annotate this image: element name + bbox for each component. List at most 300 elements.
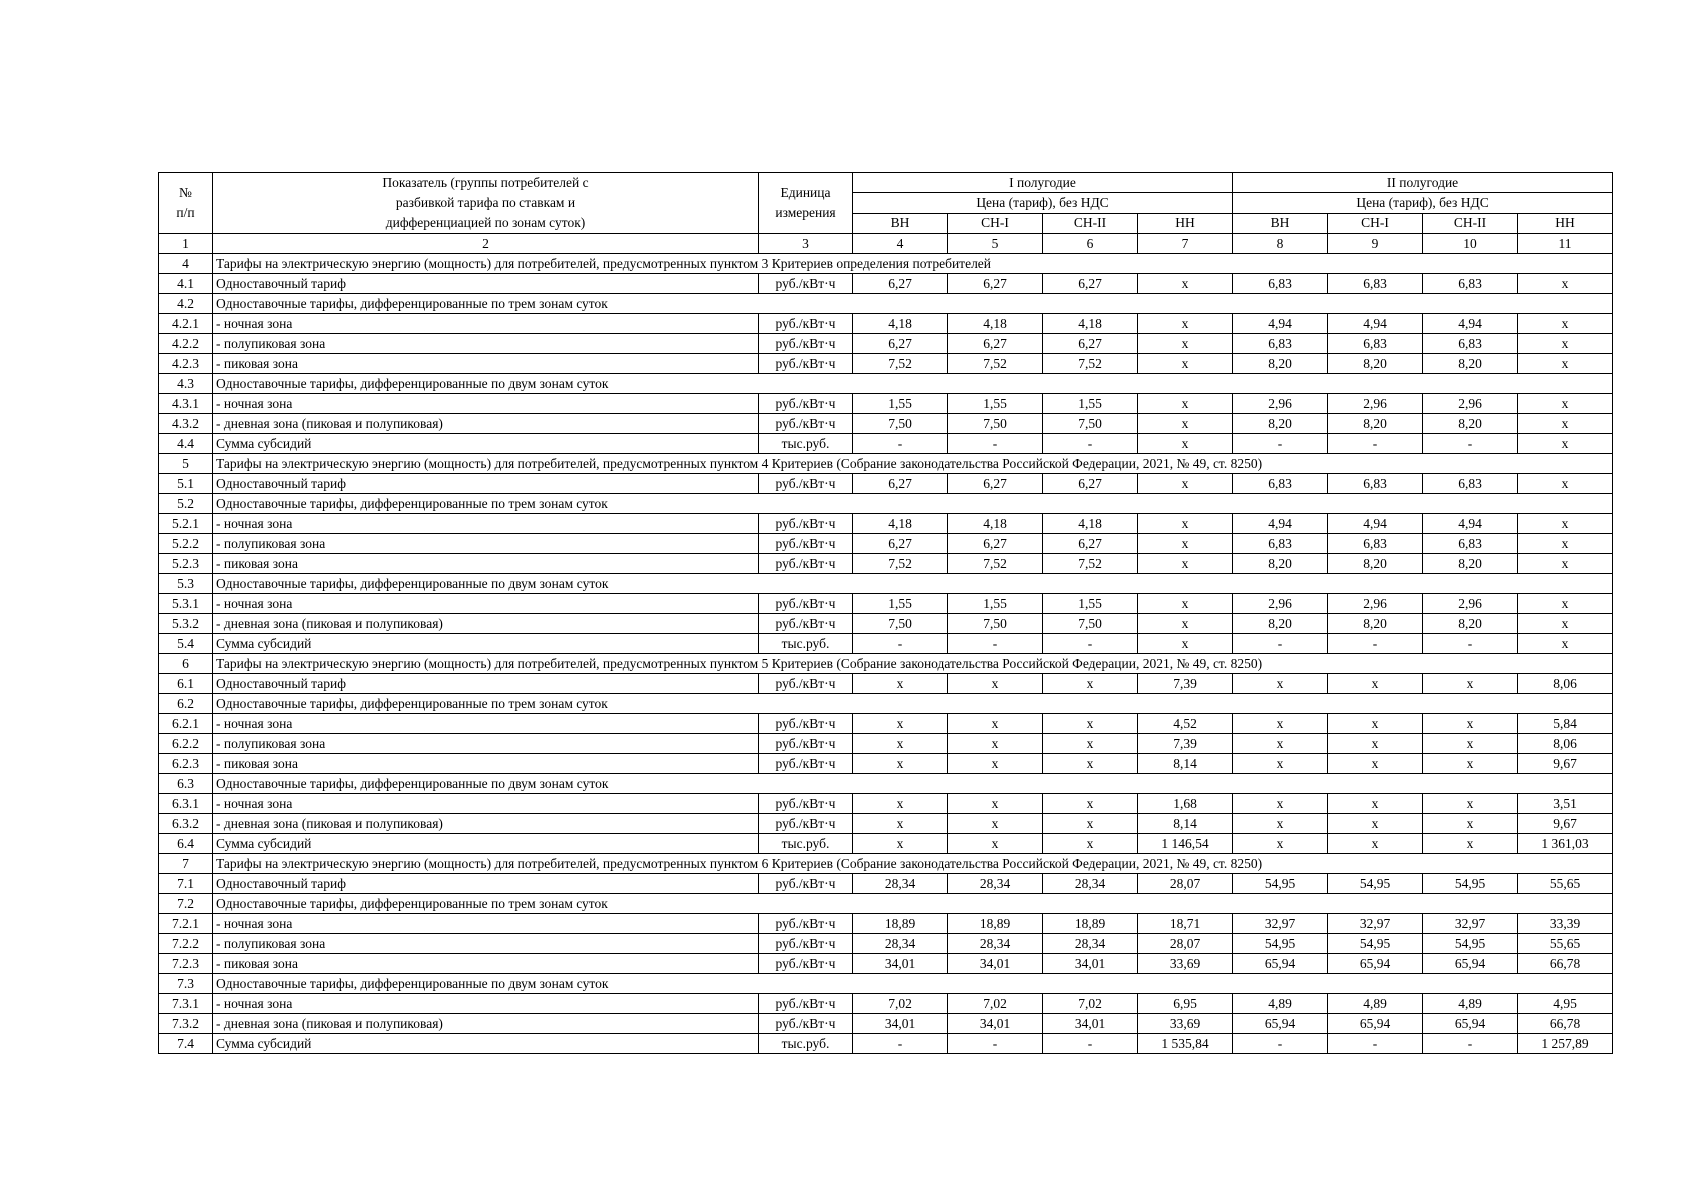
row-number: 4.2 bbox=[159, 294, 213, 314]
tariff-value: х bbox=[1138, 334, 1233, 354]
tariff-value: 28,34 bbox=[853, 934, 948, 954]
tariff-value: х bbox=[1138, 534, 1233, 554]
tariff-value: х bbox=[1233, 834, 1328, 854]
header-price-2: Цена (тариф), без НДС bbox=[1233, 193, 1613, 213]
row-number: 4.3 bbox=[159, 374, 213, 394]
row-indicator: - полупиковая зона bbox=[213, 334, 759, 354]
row-number: 6.3.2 bbox=[159, 814, 213, 834]
row-unit: руб./кВт·ч bbox=[759, 274, 853, 294]
header-level: СН-II bbox=[1043, 213, 1138, 233]
tariff-value: 8,20 bbox=[1328, 614, 1423, 634]
row-indicator: - пиковая зона bbox=[213, 354, 759, 374]
column-number: 2 bbox=[213, 234, 759, 254]
tariff-value: 8,20 bbox=[1233, 354, 1328, 374]
row-number: 5.3.2 bbox=[159, 614, 213, 634]
tariff-value: 7,39 bbox=[1138, 734, 1233, 754]
tariff-value: 4,94 bbox=[1328, 314, 1423, 334]
row-number: 7.4 bbox=[159, 1034, 213, 1054]
tariff-value: х bbox=[1518, 474, 1613, 494]
row-indicator: Одноставочный тариф bbox=[213, 474, 759, 494]
tariff-value: 4,94 bbox=[1233, 314, 1328, 334]
row-unit: тыс.руб. bbox=[759, 1034, 853, 1054]
row-indicator: Одноставочный тариф bbox=[213, 674, 759, 694]
row-unit: руб./кВт·ч bbox=[759, 614, 853, 634]
tariff-value: 7,02 bbox=[948, 994, 1043, 1014]
tariff-value: х bbox=[1138, 434, 1233, 454]
tariff-value: 6,27 bbox=[853, 334, 948, 354]
group-row bbox=[159, 694, 1613, 714]
tariff-value: х bbox=[1328, 794, 1423, 814]
tariff-value: 8,20 bbox=[1423, 614, 1518, 634]
tariff-value: х bbox=[853, 834, 948, 854]
tariff-value: 34,01 bbox=[1043, 1014, 1138, 1034]
tariff-value: 6,27 bbox=[853, 534, 948, 554]
tariff-value: х bbox=[1423, 734, 1518, 754]
tariff-value: 4,94 bbox=[1423, 514, 1518, 534]
row-number: 5.2.1 bbox=[159, 514, 213, 534]
tariff-value: х bbox=[948, 834, 1043, 854]
tariff-value: 6,27 bbox=[1043, 274, 1138, 294]
header-level: СН-II bbox=[1423, 213, 1518, 233]
row-unit: тыс.руб. bbox=[759, 434, 853, 454]
tariff-value: 28,34 bbox=[948, 934, 1043, 954]
tariff-value: 8,20 bbox=[1233, 414, 1328, 434]
column-number: 4 bbox=[853, 234, 948, 254]
table-row bbox=[159, 514, 1613, 534]
group-title: Одноставочные тарифы, дифференцированные по двум зонам суток bbox=[213, 574, 1613, 594]
header-level: ВН bbox=[853, 213, 948, 233]
tariff-value: 54,95 bbox=[1423, 934, 1518, 954]
row-unit: руб./кВт·ч bbox=[759, 914, 853, 934]
row-unit: руб./кВт·ч bbox=[759, 514, 853, 534]
group-row bbox=[159, 494, 1613, 514]
tariff-value: х bbox=[1233, 814, 1328, 834]
row-indicator: - дневная зона (пиковая и полупиковая) bbox=[213, 1014, 759, 1034]
table-row bbox=[159, 274, 1613, 294]
tariff-value: х bbox=[1043, 794, 1138, 814]
tariff-value: х bbox=[1043, 834, 1138, 854]
row-number: 4.2.2 bbox=[159, 334, 213, 354]
table-row bbox=[159, 554, 1613, 574]
tariff-value: 6,83 bbox=[1233, 334, 1328, 354]
tariff-value: х bbox=[1328, 714, 1423, 734]
tariff-value: х bbox=[1043, 734, 1138, 754]
tariff-value: 6,83 bbox=[1423, 334, 1518, 354]
row-indicator: - ночная зона bbox=[213, 714, 759, 734]
tariff-value: 6,27 bbox=[948, 274, 1043, 294]
tariff-value: 6,27 bbox=[853, 274, 948, 294]
tariff-value: - bbox=[948, 434, 1043, 454]
tariff-value: х bbox=[1233, 794, 1328, 814]
header-half2: II полугодие bbox=[1233, 173, 1613, 193]
tariff-value: 8,14 bbox=[1138, 814, 1233, 834]
tariff-value: 2,96 bbox=[1233, 594, 1328, 614]
group-title: Одноставочные тарифы, дифференцированные по двум зонам суток bbox=[213, 974, 1613, 994]
tariff-value: х bbox=[1138, 514, 1233, 534]
tariff-value: 6,83 bbox=[1233, 474, 1328, 494]
tariff-value: 66,78 bbox=[1518, 954, 1613, 974]
tariff-value: 1,68 bbox=[1138, 794, 1233, 814]
tariff-value: 28,07 bbox=[1138, 874, 1233, 894]
row-indicator: - дневная зона (пиковая и полупиковая) bbox=[213, 614, 759, 634]
tariff-value: - bbox=[1233, 634, 1328, 654]
tariff-value: 1 257,89 bbox=[1518, 1034, 1613, 1054]
tariff-value: 65,94 bbox=[1423, 954, 1518, 974]
tariff-value: 6,83 bbox=[1233, 274, 1328, 294]
tariff-value: 65,94 bbox=[1233, 1014, 1328, 1034]
section-title: Тарифы на электрическую энергию (мощность) для потребителей, предусмотренных пунктом 4 Критериев (Собрание законодательства Российской Федерации, 2021, № 49, ст. 8250) bbox=[213, 454, 1613, 474]
tariff-value: 1,55 bbox=[1043, 394, 1138, 414]
tariff-value: 1 146,54 bbox=[1138, 834, 1233, 854]
tariff-value: 4,89 bbox=[1233, 994, 1328, 1014]
tariff-value: 55,65 bbox=[1518, 934, 1613, 954]
row-unit: руб./кВт·ч bbox=[759, 754, 853, 774]
row-unit: руб./кВт·ч bbox=[759, 714, 853, 734]
tariff-value: 7,50 bbox=[1043, 614, 1138, 634]
tariff-value: х bbox=[1423, 674, 1518, 694]
tariff-value: 4,95 bbox=[1518, 994, 1613, 1014]
header-level: СН-I bbox=[1328, 213, 1423, 233]
row-indicator: - ночная зона bbox=[213, 914, 759, 934]
tariff-value: 9,67 bbox=[1518, 754, 1613, 774]
group-row bbox=[159, 894, 1613, 914]
row-indicator: - дневная зона (пиковая и полупиковая) bbox=[213, 414, 759, 434]
tariff-value: 34,01 bbox=[948, 954, 1043, 974]
column-numbers-row bbox=[159, 234, 1613, 254]
tariff-value: 6,83 bbox=[1328, 534, 1423, 554]
tariff-value: х bbox=[1138, 314, 1233, 334]
row-number: 7.2.2 bbox=[159, 934, 213, 954]
row-indicator: - дневная зона (пиковая и полупиковая) bbox=[213, 814, 759, 834]
table-row bbox=[159, 714, 1613, 734]
tariff-value: 7,52 bbox=[948, 554, 1043, 574]
header-level: СН-I bbox=[948, 213, 1043, 233]
row-indicator: - ночная зона bbox=[213, 394, 759, 414]
tariff-value: 4,89 bbox=[1328, 994, 1423, 1014]
group-row bbox=[159, 974, 1613, 994]
tariff-value: х bbox=[1518, 594, 1613, 614]
table-row bbox=[159, 394, 1613, 414]
header-num: № п/п bbox=[159, 173, 213, 234]
row-indicator: Одноставочный тариф bbox=[213, 274, 759, 294]
tariff-value: 28,34 bbox=[1043, 934, 1138, 954]
tariff-value: х bbox=[1043, 674, 1138, 694]
tariff-value: х bbox=[1328, 814, 1423, 834]
row-unit: руб./кВт·ч bbox=[759, 814, 853, 834]
tariff-value: 6,27 bbox=[948, 474, 1043, 494]
tariff-value: 8,06 bbox=[1518, 674, 1613, 694]
row-unit: руб./кВт·ч bbox=[759, 874, 853, 894]
row-unit: руб./кВт·ч bbox=[759, 354, 853, 374]
section-number: 4 bbox=[159, 254, 213, 274]
group-title: Одноставочные тарифы, дифференцированные по трем зонам суток bbox=[213, 894, 1613, 914]
tariff-value: - bbox=[1043, 634, 1138, 654]
tariff-value: х bbox=[1328, 734, 1423, 754]
tariff-value: 6,83 bbox=[1423, 474, 1518, 494]
tariff-value: - bbox=[948, 634, 1043, 654]
row-number: 7.3 bbox=[159, 974, 213, 994]
row-indicator: Одноставочный тариф bbox=[213, 874, 759, 894]
tariff-value: 65,94 bbox=[1328, 1014, 1423, 1034]
row-unit: руб./кВт·ч bbox=[759, 474, 853, 494]
row-number: 7.1 bbox=[159, 874, 213, 894]
tariff-value: 3,51 bbox=[1518, 794, 1613, 814]
tariff-value: х bbox=[1043, 754, 1138, 774]
tariff-value: 7,02 bbox=[1043, 994, 1138, 1014]
column-number: 6 bbox=[1043, 234, 1138, 254]
tariff-value: 7,50 bbox=[948, 614, 1043, 634]
header-half1: I полугодие bbox=[853, 173, 1233, 193]
tariff-value: - bbox=[853, 1034, 948, 1054]
row-indicator: - пиковая зона bbox=[213, 954, 759, 974]
tariff-value: 6,95 bbox=[1138, 994, 1233, 1014]
tariff-value: - bbox=[1423, 634, 1518, 654]
tariff-value: х bbox=[1518, 414, 1613, 434]
tariff-value: 18,89 bbox=[948, 914, 1043, 934]
header-level: НН bbox=[1138, 213, 1233, 233]
section-row bbox=[159, 254, 1613, 274]
tariff-value: х bbox=[1423, 834, 1518, 854]
section-row bbox=[159, 654, 1613, 674]
tariff-value: 6,83 bbox=[1233, 534, 1328, 554]
tariff-value: х bbox=[948, 754, 1043, 774]
tariff-value: х bbox=[1518, 614, 1613, 634]
table-row bbox=[159, 414, 1613, 434]
tariff-value: х bbox=[1518, 274, 1613, 294]
group-title: Одноставочные тарифы, дифференцированные по двум зонам суток bbox=[213, 374, 1613, 394]
table-row bbox=[159, 874, 1613, 894]
section-number: 5 bbox=[159, 454, 213, 474]
section-row bbox=[159, 454, 1613, 474]
row-number: 5.1 bbox=[159, 474, 213, 494]
tariff-value: х bbox=[1518, 354, 1613, 374]
table-row bbox=[159, 474, 1613, 494]
tariff-value: 4,18 bbox=[948, 314, 1043, 334]
tariff-value: х bbox=[1138, 394, 1233, 414]
tariff-value: 54,95 bbox=[1423, 874, 1518, 894]
column-number: 5 bbox=[948, 234, 1043, 254]
tariff-value: - bbox=[853, 434, 948, 454]
row-indicator: - полупиковая зона bbox=[213, 734, 759, 754]
tariff-value: 8,20 bbox=[1233, 554, 1328, 574]
tariff-value: х bbox=[1138, 354, 1233, 374]
table-row bbox=[159, 794, 1613, 814]
tariff-value: 6,27 bbox=[948, 534, 1043, 554]
tariff-value: - bbox=[1328, 1034, 1423, 1054]
row-number: 6.2.3 bbox=[159, 754, 213, 774]
row-number: 4.2.1 bbox=[159, 314, 213, 334]
tariff-value: 7,52 bbox=[1043, 354, 1138, 374]
tariff-value: 1 535,84 bbox=[1138, 1034, 1233, 1054]
tariff-value: х bbox=[1518, 634, 1613, 654]
table-row bbox=[159, 334, 1613, 354]
row-indicator: Сумма субсидий bbox=[213, 434, 759, 454]
group-row bbox=[159, 574, 1613, 594]
tariff-value: х bbox=[1138, 634, 1233, 654]
row-unit: руб./кВт·ч bbox=[759, 954, 853, 974]
tariff-table bbox=[158, 172, 1613, 1054]
row-number: 5.3.1 bbox=[159, 594, 213, 614]
tariff-value: х bbox=[1518, 334, 1613, 354]
tariff-value: 8,20 bbox=[1328, 354, 1423, 374]
row-unit: руб./кВт·ч bbox=[759, 934, 853, 954]
tariff-value: х bbox=[948, 714, 1043, 734]
group-title: Одноставочные тарифы, дифференцированные по трем зонам суток bbox=[213, 694, 1613, 714]
tariff-value: - bbox=[853, 634, 948, 654]
tariff-value: 2,96 bbox=[1328, 394, 1423, 414]
table-row bbox=[159, 914, 1613, 934]
tariff-value: 54,95 bbox=[1328, 934, 1423, 954]
tariff-value: 4,89 bbox=[1423, 994, 1518, 1014]
table-row bbox=[159, 814, 1613, 834]
row-number: 7.2.1 bbox=[159, 914, 213, 934]
table-row bbox=[159, 834, 1613, 854]
tariff-value: х bbox=[853, 734, 948, 754]
tariff-value: х bbox=[853, 814, 948, 834]
tariff-value: 7,52 bbox=[948, 354, 1043, 374]
tariff-value: 33,69 bbox=[1138, 1014, 1233, 1034]
tariff-value: - bbox=[1233, 434, 1328, 454]
tariff-value: 34,01 bbox=[853, 954, 948, 974]
row-number: 5.2.3 bbox=[159, 554, 213, 574]
column-number: 3 bbox=[759, 234, 853, 254]
tariff-value: 28,34 bbox=[948, 874, 1043, 894]
row-indicator: - пиковая зона bbox=[213, 754, 759, 774]
tariff-value: 18,71 bbox=[1138, 914, 1233, 934]
header-price-1: Цена (тариф), без НДС bbox=[853, 193, 1233, 213]
column-number: 8 bbox=[1233, 234, 1328, 254]
group-row bbox=[159, 294, 1613, 314]
tariff-value: 6,83 bbox=[1423, 534, 1518, 554]
tariff-value: х bbox=[1518, 514, 1613, 534]
tariff-value: 8,20 bbox=[1233, 614, 1328, 634]
row-number: 5.4 bbox=[159, 634, 213, 654]
table-header bbox=[159, 173, 1613, 254]
tariff-value: 34,01 bbox=[1043, 954, 1138, 974]
tariff-value: 9,67 bbox=[1518, 814, 1613, 834]
tariff-value: 18,89 bbox=[1043, 914, 1138, 934]
column-number: 1 bbox=[159, 234, 213, 254]
tariff-value: 8,06 bbox=[1518, 734, 1613, 754]
column-number: 10 bbox=[1423, 234, 1518, 254]
table-row bbox=[159, 994, 1613, 1014]
row-unit: руб./кВт·ч bbox=[759, 674, 853, 694]
row-number: 6.3.1 bbox=[159, 794, 213, 814]
tariff-value: х bbox=[853, 674, 948, 694]
row-number: 6.1 bbox=[159, 674, 213, 694]
tariff-value: - bbox=[1423, 1034, 1518, 1054]
tariff-value: 4,18 bbox=[1043, 314, 1138, 334]
row-number: 4.3.1 bbox=[159, 394, 213, 414]
tariff-value: 7,39 bbox=[1138, 674, 1233, 694]
section-number: 6 bbox=[159, 654, 213, 674]
row-number: 5.3 bbox=[159, 574, 213, 594]
row-indicator: - полупиковая зона bbox=[213, 934, 759, 954]
tariff-value: х bbox=[1423, 754, 1518, 774]
tariff-value: х bbox=[948, 734, 1043, 754]
tariff-value: 6,83 bbox=[1328, 334, 1423, 354]
tariff-value: - bbox=[1423, 434, 1518, 454]
tariff-value: х bbox=[948, 794, 1043, 814]
table-row bbox=[159, 1034, 1613, 1054]
tariff-value: х bbox=[1138, 554, 1233, 574]
row-number: 7.3.1 bbox=[159, 994, 213, 1014]
tariff-value: 1,55 bbox=[948, 394, 1043, 414]
table-row bbox=[159, 354, 1613, 374]
row-unit: руб./кВт·ч bbox=[759, 334, 853, 354]
tariff-value: 33,39 bbox=[1518, 914, 1613, 934]
row-number: 5.2.2 bbox=[159, 534, 213, 554]
tariff-value: х bbox=[948, 814, 1043, 834]
tariff-value: 7,50 bbox=[1043, 414, 1138, 434]
table-row bbox=[159, 1014, 1613, 1034]
tariff-value: 1 361,03 bbox=[1518, 834, 1613, 854]
tariff-value: 4,18 bbox=[948, 514, 1043, 534]
header-level: ВН bbox=[1233, 213, 1328, 233]
tariff-value: - bbox=[1043, 434, 1138, 454]
tariff-value: 66,78 bbox=[1518, 1014, 1613, 1034]
tariff-value: х bbox=[1518, 394, 1613, 414]
tariff-value: 65,94 bbox=[1233, 954, 1328, 974]
table-row bbox=[159, 434, 1613, 454]
tariff-value: 6,27 bbox=[948, 334, 1043, 354]
tariff-value: х bbox=[853, 754, 948, 774]
row-unit: руб./кВт·ч bbox=[759, 534, 853, 554]
tariff-value: 1,55 bbox=[1043, 594, 1138, 614]
tariff-value: 65,94 bbox=[1328, 954, 1423, 974]
row-unit: руб./кВт·ч bbox=[759, 794, 853, 814]
tariff-value: - bbox=[948, 1034, 1043, 1054]
tariff-value: 7,50 bbox=[853, 614, 948, 634]
tariff-value: х bbox=[1233, 734, 1328, 754]
tariff-value: 4,18 bbox=[853, 514, 948, 534]
tariff-value: 34,01 bbox=[853, 1014, 948, 1034]
tariff-value: 2,96 bbox=[1233, 394, 1328, 414]
tariff-value: 8,20 bbox=[1328, 554, 1423, 574]
row-number: 4.1 bbox=[159, 274, 213, 294]
tariff-value: 8,14 bbox=[1138, 754, 1233, 774]
tariff-value: - bbox=[1328, 434, 1423, 454]
table-row bbox=[159, 954, 1613, 974]
row-number: 6.3 bbox=[159, 774, 213, 794]
column-number: 9 bbox=[1328, 234, 1423, 254]
tariff-value: 8,20 bbox=[1423, 554, 1518, 574]
table-row bbox=[159, 754, 1613, 774]
tariff-value: х bbox=[1138, 474, 1233, 494]
row-unit: руб./кВт·ч bbox=[759, 994, 853, 1014]
tariff-value: 65,94 bbox=[1423, 1014, 1518, 1034]
tariff-value: 32,97 bbox=[1233, 914, 1328, 934]
tariff-value: 4,18 bbox=[853, 314, 948, 334]
tariff-value: 7,50 bbox=[853, 414, 948, 434]
row-indicator: - полупиковая зона bbox=[213, 534, 759, 554]
tariff-value: 28,34 bbox=[853, 874, 948, 894]
tariff-value: - bbox=[1043, 1034, 1138, 1054]
tariff-value: 6,27 bbox=[1043, 334, 1138, 354]
tariff-value: х bbox=[1233, 714, 1328, 734]
tariff-value: х bbox=[853, 714, 948, 734]
tariff-value: х bbox=[1423, 814, 1518, 834]
section-title: Тарифы на электрическую энергию (мощность) для потребителей, предусмотренных пунктом 5 Критериев (Собрание законодательства Российской Федерации, 2021, № 49, ст. 8250) bbox=[213, 654, 1613, 674]
row-number: 7.2 bbox=[159, 894, 213, 914]
tariff-value: 2,96 bbox=[1423, 594, 1518, 614]
tariff-value: 1,55 bbox=[853, 394, 948, 414]
tariff-value: х bbox=[1043, 814, 1138, 834]
tariff-value: 4,52 bbox=[1138, 714, 1233, 734]
tariff-value: 6,83 bbox=[1328, 274, 1423, 294]
section-number: 7 bbox=[159, 854, 213, 874]
tariff-value: х bbox=[853, 794, 948, 814]
